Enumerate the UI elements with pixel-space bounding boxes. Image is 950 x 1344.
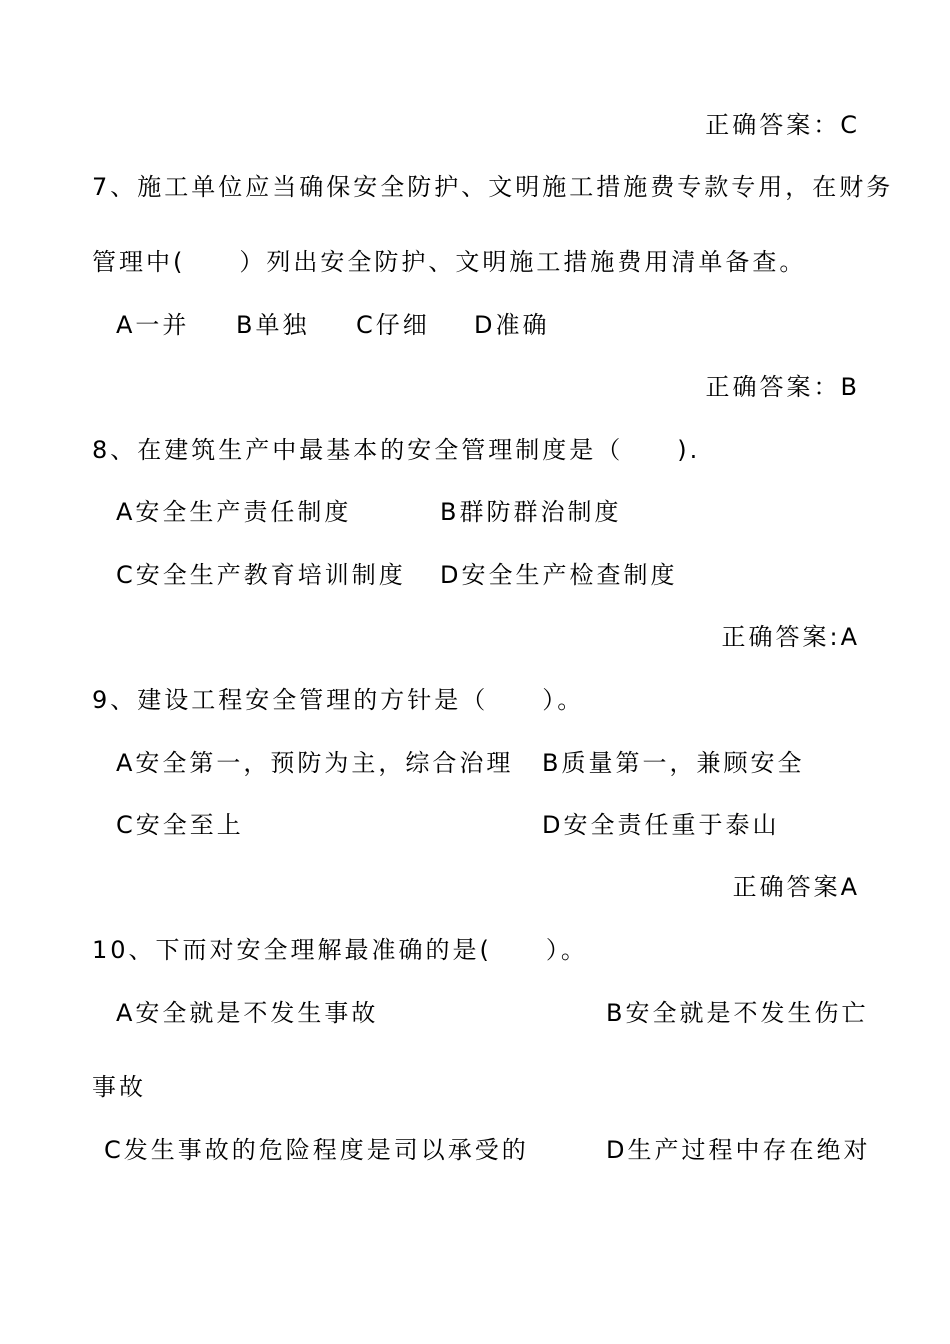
question-9-option-d: D安全责任重于泰山 <box>542 811 780 839</box>
question-9-option-c: C安全至上 <box>116 811 244 839</box>
answer-q8: 正确答案:A <box>721 623 860 651</box>
question-10-option-c: C发生事故的危险程度是司以承受的 <box>104 1136 529 1164</box>
question-10-option-d: D生产过程中存在绝对 <box>606 1136 871 1164</box>
question-7-option-b: B单独 <box>236 311 310 339</box>
answer-q6: 正确答案：C <box>705 111 860 139</box>
question-9-option-a: A安全第一，预防为主，综合治理 <box>116 749 514 777</box>
question-7-option-d: D准确 <box>474 311 550 339</box>
question-10-stem: 10、下而对安全理解最准确的是( ）。 <box>92 936 588 964</box>
question-9-option-b: B质量第一，兼顾安全 <box>542 749 805 777</box>
question-8-stem: 8、在建筑生产中最基本的安全管理制度是（ ). <box>92 436 701 464</box>
answer-q7: 正确答案：B <box>705 373 860 401</box>
question-8-option-d: D安全生产检查制度 <box>440 561 678 589</box>
question-10-option-b-continuation: 事故 <box>92 1073 146 1101</box>
question-9-stem: 9、建设工程安全管理的方针是（ ）。 <box>92 686 585 714</box>
question-10-option-a: A安全就是不发生事故 <box>116 999 379 1027</box>
question-8-option-a: A安全生产责任制度 <box>116 498 352 526</box>
question-8-option-b: B群防群治制度 <box>440 498 622 526</box>
question-7-option-a: A一并 <box>116 311 190 339</box>
question-7-option-c: C仔细 <box>356 311 430 339</box>
question-10-option-b: B安全就是不发生伤亡 <box>606 999 869 1027</box>
answer-q9: 正确答案A <box>732 873 860 901</box>
question-7-stem-line1: 7、施工单位应当确保安全防护、文明施工措施费专款专用，在财务 <box>92 173 894 201</box>
question-7-stem-line2: 管理中( ）列出安全防护、文明施工措施费用清单备查。 <box>92 248 807 276</box>
question-8-option-c: C安全生产教育培训制度 <box>116 561 406 589</box>
